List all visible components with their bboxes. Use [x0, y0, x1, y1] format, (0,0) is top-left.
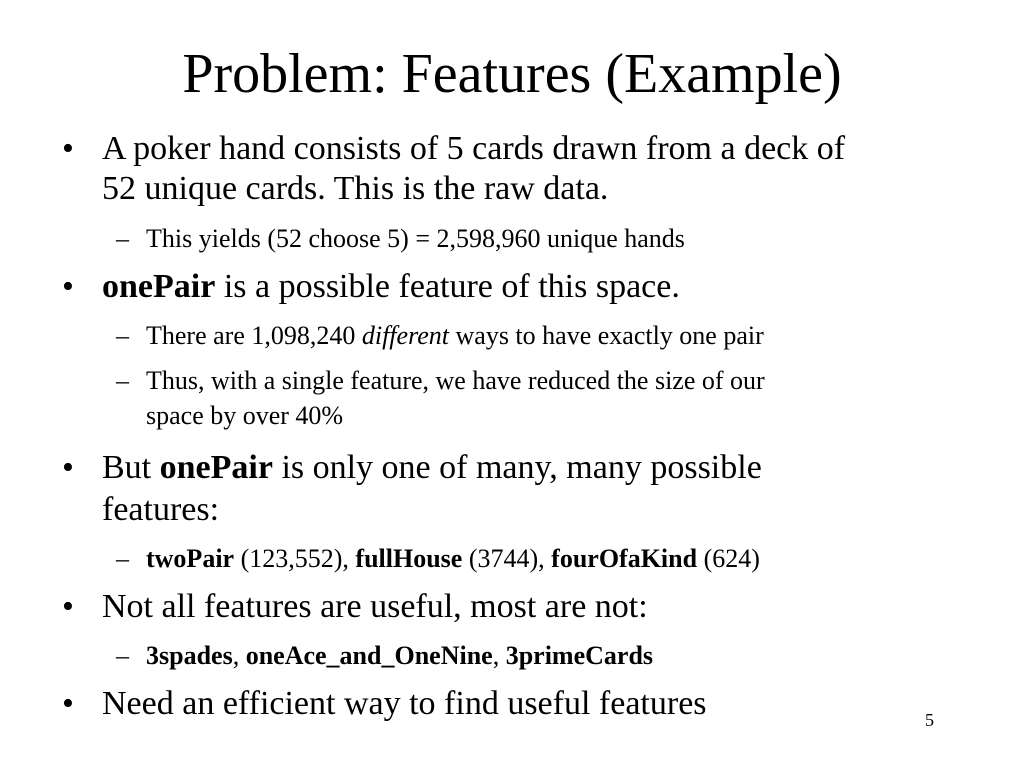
feature-name: 3spades [146, 641, 233, 670]
bullet-marker: • [62, 130, 74, 167]
bullet-text: Not all features are useful, most are not: [102, 588, 648, 625]
sub-bullet-marker: – [116, 321, 129, 350]
sub-bullet-marker: – [116, 366, 129, 395]
bullet-marker: • [62, 685, 74, 722]
sub-bullet-text: twoPair (123,552), fullHouse (3744), fourOfaKind (624) [146, 544, 760, 573]
emphasis-text: different [361, 321, 449, 350]
bullet-marker: • [62, 588, 74, 625]
sub-bullet-text: space by over 40% [146, 401, 344, 430]
sub-bullet-marker: – [116, 224, 129, 253]
bullet-text: features: [102, 491, 220, 528]
bullet-text: A poker hand consists of 5 cards drawn from a deck of [102, 130, 846, 167]
sub-bullet-text: 3spades, oneAce_and_OneNine, 3primeCards [146, 641, 654, 670]
sub-bullet-marker: – [116, 544, 129, 573]
bullet-text: 52 unique cards. This is the raw data. [102, 170, 609, 207]
sub-bullet-marker: – [116, 641, 129, 670]
feature-name: onePair [102, 268, 216, 305]
sub-bullet-text: This yields (52 choose 5) = 2,598,960 unique hands [146, 224, 685, 253]
slide-title: Problem: Features (Example) [182, 43, 842, 105]
sub-bullet-text: Thus, with a single feature, we have reduced the size of our [146, 366, 765, 395]
feature-name: fullHouse [355, 544, 463, 573]
feature-name: onePair [159, 449, 273, 486]
bullet-text: Need an efficient way to find useful features [102, 685, 707, 722]
feature-name: oneAce_and_OneNine [245, 641, 493, 670]
bullet-marker: • [62, 268, 74, 305]
page-number: 5 [925, 710, 934, 730]
bullet-marker: • [62, 449, 74, 486]
feature-name: twoPair [146, 544, 235, 573]
bullet-text: But onePair is only one of many, many possible [102, 449, 762, 486]
feature-name: 3primeCards [505, 641, 654, 670]
sub-bullet-text: There are 1,098,240 different ways to have exactly one pair [146, 321, 764, 350]
feature-name: fourOfaKind [551, 544, 698, 573]
bullet-text: onePair is a possible feature of this space. [102, 268, 680, 305]
